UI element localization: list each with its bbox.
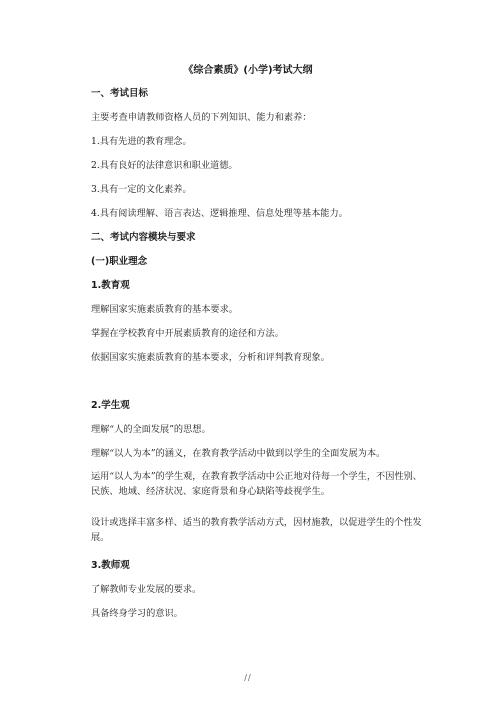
topic-heading-student-view: 2.学生观 — [91, 400, 130, 411]
intro-text: 主要考查申请教师资格人员的下列知识、能力和素养： — [91, 112, 312, 123]
goal-item-1: 1.具有先进的教育理念。 — [91, 136, 192, 147]
subsection-heading-professional-ideas: (一)职业理念 — [91, 256, 148, 267]
section-heading-exam-goals: 一、考试目标 — [91, 88, 149, 99]
student-view-line-1: 理解“人的全面发展”的思想。 — [91, 424, 211, 435]
topic-heading-education-view: 1.教育观 — [91, 280, 130, 291]
section-heading-content: 二、考试内容模块与要求 — [91, 232, 196, 243]
topic-heading-teacher-view: 3.教师观 — [91, 560, 130, 571]
page-footer-mark: // — [244, 673, 252, 682]
goal-item-2: 2.具有良好的法律意识和职业道德。 — [91, 160, 238, 171]
education-view-line-2: 掌握在学校教育中开展素质教育的途径和方法。 — [91, 328, 284, 339]
document-title: 《综合素质》(小学)考试大纲 — [183, 65, 313, 76]
education-view-line-1: 理解国家实施素质教育的基本要求。 — [91, 304, 238, 315]
student-view-paragraph-1: 运用“以人为本”的学生观，在教育教学活动中公正地对待每一个学生，不因性别、民族、地域、经济状况、家庭背景和身心缺陷等歧视学生。 — [91, 471, 422, 497]
teacher-view-line-1: 了解教师专业发展的要求。 — [91, 584, 202, 595]
goal-item-3: 3.具有一定的文化素养。 — [91, 184, 192, 195]
education-view-line-3: 依据国家实施素质教育的基本要求，分析和评判教育现象。 — [91, 352, 330, 363]
teacher-view-line-2: 具备终身学习的意识。 — [91, 608, 183, 619]
student-view-paragraph-2: 设计或选择丰富多样、适当的教育教学活动方式，因材施教，以促进学生的个性发展。 — [91, 517, 422, 543]
student-view-line-2: 理解“以人为本”的涵义，在教育教学活动中做到以学生的全面发展为本。 — [91, 448, 386, 459]
goal-item-4: 4.具有阅读理解、语言表达、逻辑推理、信息处理等基本能力。 — [91, 208, 348, 219]
